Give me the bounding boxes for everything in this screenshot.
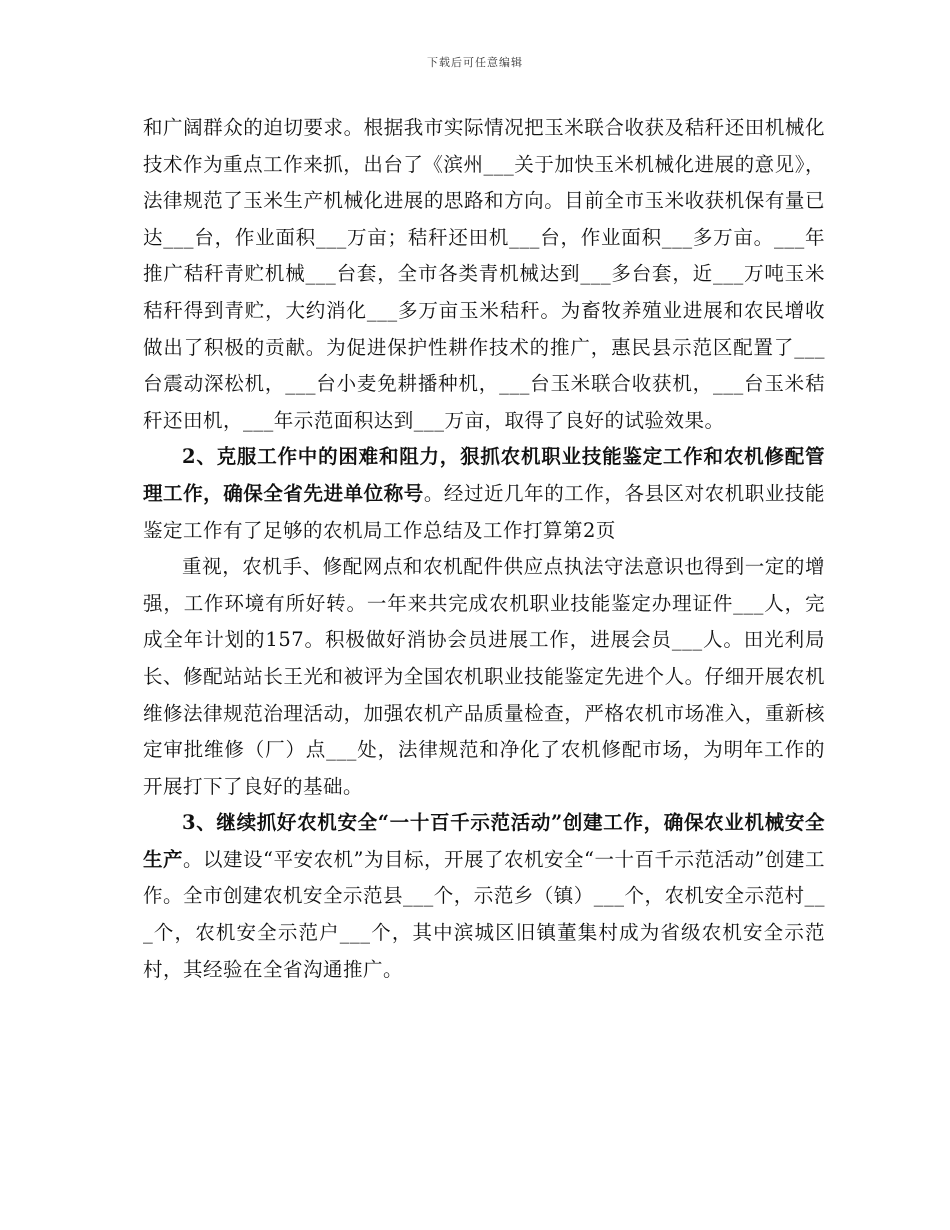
paragraph-1-text: 和广阔群众的迫切要求。根据我市实际情况把玉米联合收获及秸秆还田机械化技术作为重点工作来抓，出台了《滨州___关于加快玉米机械化进展的意见》，法律规范了玉米生产机械化进展的思路和方向。目前全市玉米收获机保有量已达___台，作业面积___万亩；秸秆还田机___台，作业面积___多万亩。___年推广秸秆青贮机械___台套，全市各类青机械达到___多台套，近___万吨玉米秸秆得到青贮，大约消化___多万亩玉米秸秆。为畜牧养殖业进展和农民增收做出了积极的贡献。为促进保护性耕作技术的推广，惠民县示范区配置了___台震动深松机，___台小麦免耕播种机，___台玉米联合收获机，___台玉米秸秆还田机，___年示范面积达到___万亩，取得了良好的试验效果。 xyxy=(143,116,825,432)
paragraph-4-text: 。以建设“平安农机”为目标，开展了农机安全“一十百千示范活动”创建工作。全市创建农机安全示范县___个，示范乡（镇）___个，农机安全示范村___个，农机安全示范户___个，其中滨城区旧镇董集村成为省级农机安全示范村，其经验在全省沟通推广。 xyxy=(143,847,826,981)
paragraph-2-heading: 2、克服工作中的困难和阻力，狠抓农机职业技能鉴定工作和农机修配管理工作，确保全省先进单位称号 xyxy=(143,445,825,505)
paragraph-2 xyxy=(143,439,825,549)
paragraph-3-text: 重视，农机手、修配网点和农机配件供应点执法守法意识也得到一定的增强，工作环境有所好转。一年来共完成农机职业技能鉴定办理证件___人，完成全年计划的157。积极做好消协会员进展工作，进展会员___人。田光利局长、修配站站长王光和被评为全国农机职业技能鉴定先进个人。仔细开展农机维修法律规范治理活动，加强农机产品质量检查，严格农机市场准入，重新核定审批维修（厂）点___处，法律规范和净化了农机修配市场，为明年工作的开展打下了良好的基础。 xyxy=(143,555,825,798)
paragraph-4-heading: 3、继续抓好农机安全“一十百千示范活动”创建工作，确保农业机械安全生产 xyxy=(143,811,825,871)
document-body xyxy=(143,110,825,988)
page-header: 下载后可任意编辑 xyxy=(427,56,523,69)
paragraph-3 xyxy=(143,549,825,805)
paragraph-4 xyxy=(143,805,825,988)
paragraph-1 xyxy=(143,110,825,439)
paragraph-2-text: 。经过近几年的工作，各县区对农机职业技能鉴定工作有了足够的农机局工作总结及工作打算第2页 xyxy=(143,481,825,542)
